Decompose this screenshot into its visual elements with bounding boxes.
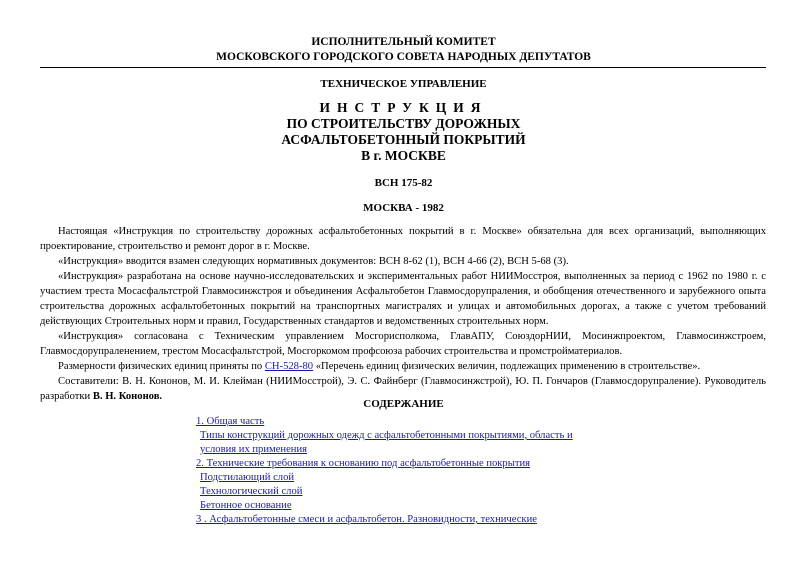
toc-link-pavement-types-cont[interactable]: условия их применения bbox=[200, 444, 308, 455]
header-line-1: ИСПОЛНИТЕЛЬНЫЙ КОМИТЕТ bbox=[311, 36, 496, 48]
header-divider bbox=[40, 67, 766, 68]
paragraph-agreed: «Инструкция» согласована с Техническим управлением Мосгорисполкома, ГлавАПУ, СоюздорНИИ, Мосинжпроектом, Главмосинжстроем, Главмосдорупраленением, трестом Мосасфальтстрой, Мосгоркомом профсоюза рабочих строительства и промстройматериалов. bbox=[40, 331, 766, 357]
header-line-2: МОСКОВСКОГО ГОРОДСКОГО СОВЕТА НАРОДНЫХ ДЕПУТАТОВ bbox=[216, 51, 591, 63]
toc-link-mixes[interactable]: 3 . Асфальтобетонные смеси и асфальтобетон. Разновидности, технические bbox=[196, 514, 537, 525]
document-body bbox=[40, 224, 766, 404]
city-year: МОСКВА - 1982 bbox=[363, 202, 444, 214]
sn-528-80-link[interactable]: СН-528-80 bbox=[264, 361, 314, 372]
units-text-before: Размерности физических единиц приняты по bbox=[58, 361, 265, 372]
toc-link-concrete-base[interactable]: Бетонное основание bbox=[200, 500, 292, 511]
toc-link-pavement-types[interactable]: Типы конструкций дорожных одежд с асфальтобетонными покрытиями, область и bbox=[200, 430, 573, 441]
toc-link-base-requirements[interactable]: 2. Технические требования к основанию под асфальтобетонные покрытия bbox=[196, 458, 531, 469]
contents-heading: СОДЕРЖАНИЕ bbox=[363, 398, 444, 410]
doc-title-line-4: В г. МОСКВЕ bbox=[361, 148, 446, 163]
paragraph-basis: «Инструкция» разработана на основе научно-исследовательских и экспериментальных работ НИИМосстроя, выполненных за период с 1962 по 1980 г. с участием треста Мосасфальтстрой Главмосинжстроя и объединения Асфальтобетон Главмосдорупраления, и обобщения отечественного и зарубежного опыта строительства дорожных асфальтобетонных покрытий на транспортных магистралях и улицах и автомобильных дорогах, а также с учетом требований действующих Строительных норм и правил, Государственных стандартов и ведомственных строительных норм. bbox=[40, 271, 766, 327]
units-text-after: «Перечень единиц физических величин, подлежащих применению в строительстве». bbox=[313, 361, 701, 372]
doc-title-line-2: ПО СТРОИТЕЛЬСТВУ ДОРОЖНЫХ bbox=[286, 116, 521, 131]
toc-link-tech-layer[interactable]: Технологический слой bbox=[200, 486, 303, 497]
toc-link-sublayer[interactable]: Подстилающий слой bbox=[200, 472, 295, 483]
department-label: ТЕХНИЧЕСКОЕ УПРАВЛЕНИЕ bbox=[320, 78, 487, 90]
paragraph-replaces: «Инструкция» вводится взамен следующих нормативных документов: ВСН 8-62 (1), ВСН 4-66 (2), ВСН 5-68 (3). bbox=[58, 256, 569, 267]
doc-title-line-3: АСФАЛЬТОБЕТОННЫЙ ПОКРЫТИЙ bbox=[281, 132, 526, 147]
doc-code: ВСН 175-82 bbox=[374, 177, 433, 189]
authors-text: Составители: В. Н. Кононов, М. И. Клейман (НИИМосстрой), Э. С. Файнберг (Главмосинжстрой), Ю. П. Гончаров (Главмосдорупраление). Руководитель разработки bbox=[40, 376, 766, 402]
paragraph-scope: Настоящая «Инструкция по строительству дорожных асфальтобетонных покрытий в г. Москве» обязательна для всех организаций, выполняющих проектирование, строительство и ремонт дорог в г. Москве. bbox=[40, 226, 766, 252]
lead-author: В. Н. Кононов. bbox=[92, 391, 163, 402]
doc-title-line-1: ИНСТРУКЦИЯ bbox=[319, 100, 488, 115]
paragraph-units bbox=[40, 359, 766, 374]
toc-link-general[interactable]: 1. Общая часть bbox=[196, 416, 265, 427]
